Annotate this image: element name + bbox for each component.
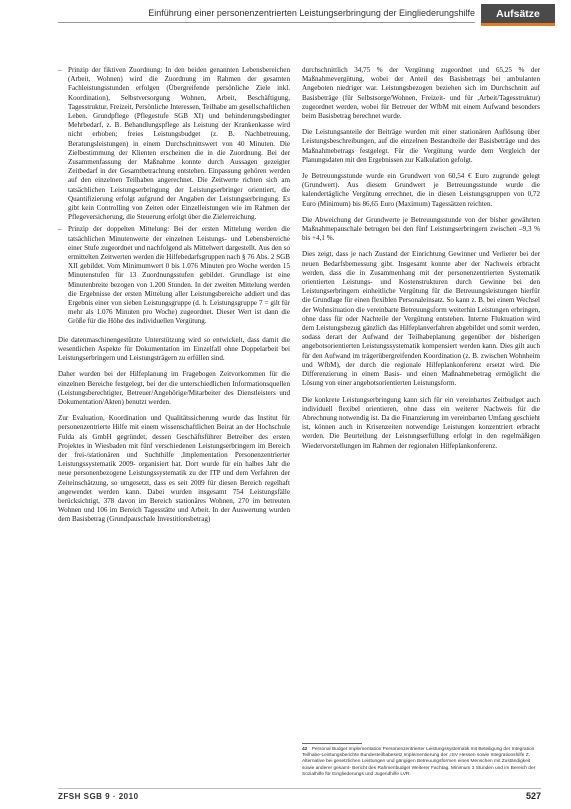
body-paragraph: Die datenmaschinengestützte Unterstützung wird so entwickelt, dass damit die wesentlichen Aspekte für Dokumentation im Einzelfall ohne Doppelarbeit bei Leistungserbringern und Leistungsträgern zu erfüllen sind. [58, 335, 290, 363]
footnote-number: 42 [302, 747, 308, 752]
page-header [0, 4, 571, 30]
left-column [58, 66, 290, 532]
bullet-text: Prinzip der fiktiven Zuordnung: In den beiden genannten Lebensbereichen (Arbeit, Wohnen) wird die Zuordnung im Rahmen der gesamten Fachleistungsstunden erfolgen (Übergreifende persönliche Ziele inkl. Koordination), Selbstversorgung Wohnen, Arbeit, Beschäftigung, Tagesstruktur, Freizeit, Persönliche Interessen, Teilhabe am gesellschaftlichen Leben. Grundpflege (Pflegestufe SGB XI) und behinderungsbedingter Mehrbedarf, z. B. Behandlungspflege als Leistung der Krankenkasse wird nicht erhoben; freies Leistungsbudget (z. B. Nachbetreuung, Beratungsleistungen) in einem Durchschnittswert von 40 Minuten. Die Zielbestimmung der Klienten erscheinen die in die Zuordnung. Bei der Zusammenfassung der Maßnahme konnte durch Aussagen gezeigter Zeitbedarf in der Gesamtbetrachtung entstehen. Einpassung gehören werden auf den einzelnen Teilhaben angerechnet. Die Zeitwerte richten sich am tatsächlichen Leistungserbringung der Leistungserbringer orientiert, die Quantifizierung erfolgt aufgrund der Angaben der Leistungserbringung. Es gibt kein Controlling von Zeiten oder Einzelleistungen wie im Rahmen der Pflegeversicherung, die Steuerung erfolgt über die Zielerreichung. [68, 66, 290, 222]
body-paragraph: Daher wurden bei der Hilfeplanung im Fragebogen Zeitvorkommen für die einzelnen Bereiche festgelegt, bei der die unterschiedlichen Informationsquellen (Leistungsberechtigter, Betreuer/Angehörige/Mitarbeiter des Dienstleisters und Dokumentation/Akten) benutzt werden. [58, 370, 290, 406]
bullet-item [58, 66, 290, 222]
header-rule [58, 22, 475, 23]
footnote-rule [302, 743, 362, 744]
running-title: Einführung einer personenzentrierten Leistungserbringung der Eingliederungshilfe [148, 8, 475, 18]
footnote-text: Personal Budget Implementation Personenzentrierter Leistungssystematik mit Beteiligung der Integration Teilhabe-Leistungsberichte Bundesteilhabesetz Implementierung der ,ISV Hessen sowie Integrationshilfe Z. Alternative bei gesetzlichen Leistungen und gängigen Betreuungsformen eines Menschen mit Zuständigkeit sowie anderer gesamt- Bericht des Rahmenbudget Weiterer Fachtag. Minimum 3 Stunden und im Bereich der Sozialhilfe für Eingliederungs und Jugendhilfe LVR. [302, 747, 536, 777]
right-column [302, 66, 540, 458]
body-paragraph: Die Leistungsanteile der Beiträge wurden mit einer stationären Auflösung über Leistungsbeschreibungen, auf die einzelnen Bestandteile der Basisbeträge und des Maßnahmebetrags festgelegt. Für die Vergütung wurde dem Vergleich der Planungsdaten mit den Ergebnissen zur Kalkulation gefolgt. [302, 128, 540, 164]
bullet-item [58, 225, 290, 326]
page-footer [58, 788, 541, 802]
journal-name: ZFSH SGB 9 · 2010 [58, 792, 139, 801]
body-paragraph: Die Abweichung der Grundwerte je Betreuungsstunde von der bisher gewährten Maßnahmepauschale betrugen bei den fünf Leistungserbringern zwischen –9,3 % bis +4,1 %. [302, 215, 540, 243]
bullet-text: Prinzip der doppelten Mittelung: Bei der ersten Mittelung werden die tatsächlichen Minutenwerte der einzelnen Leistungs- und Lebensbereiche einer Stufe zugeordnet und nachfolgend als Mittelwert dargestellt. Aus den so ermittelten Zeitwerten werden die Hilfebedarfsgruppen nach § 76 Abs. 2 SGB XII gebildet. Vom Minimumwert 0 bis 1.076 Minuten pro Woche werden 15 Minutenstufen für 13 Zuordnungsstufen gebildet. Grundlage ist eine Minutenbreite bezogen von 1.200 Stunden. In der zweiten Mittelung werden die Ergebnisse der ersten Mittelung aller Leistungsbereiche addiert und das Ergebnis einer von sieben Leistungsgruppe (d. h. Leistungsgruppe 7 = gilt für mehr als 1.076 Minuten pro Woche) zugeordnet. Dieser Wert ist dann die Größe für die Höhe des individuellen Vergütung. [68, 225, 290, 326]
body-paragraph: Dies zeigt, dass je nach Zustand der Einrichtung Gewinner und Verlierer bei der neuen Bedarfsbemessung gibt. Insgesamt konnte aber der Nachweis erbracht werden, dass die in Zusammenhang mit der personenzentrierten Systematik orientierten Leistungs- und Kostenstrukturen durch Gewinne bei den Leistungserbringern einheitliche Vergütung für die Betreuungsleistungen hierfür die Grundlage für einen flexiblen Personaleinsatz. So kann z. B. bei einem Wechsel der Wohnsituation die vereinbarte Betreuungsform weiterhin Leistungen erbringen, ohne dass für oder Nachteile der Vergütung entstehen. Interne Fluktuation wird dem Leistungsbezug gänzlich das Hilfeplanverfahren abgebildet und somit werden, sodass derart der Aufwand der Teilhabeplanung gegenüber der bisherigen angebotsorientierten Leistungssystematik kompensiert werden kann. Dies gilt auch für den Aufwand im trägerübergreifenden Koordination (z. B. zwischen Wohnheim und WfbM), der durch die regionale Hilfeplankonferenz ersetzt wird. Die Differenzierung in einem Basis- und einen Maßnahmebetrag ermöglicht die Lösung von einer angebotsorientierten Leistungsform. [302, 250, 540, 388]
footnote [302, 747, 540, 778]
page-number: 527 [525, 791, 541, 801]
body-paragraph: Zur Evaluation, Koordination und Qualitätssicherung wurde das Institut für personenzentrierte Hilfe mit einem wissenschaftlichen Beirat an der Hochschule Fulda als GmbH gegründet, dessen Geschäftsführer Betreiber des ersten Projektes in Wiesbaden mit fünf verschiedenen Leistungserbringern im Bereich der frei-/stationären und Suchthilfe ,Implementation Personenzentrierter Leistungssystematik 2009- organisiert hat. Dort wurde für ein halbes Jahr die neue personenbezogene Leistungssystematik zu der ITP und dem Verfahren der Zeiteinschätzung, so umgesetzt, dass es seit 2009 für diesen Bereich regelhaft angewendet werden kann. Dabei wurden insgesamt 754 Leistungsfälle berücksichtigt, 378 davon im Bereich stationäres Wohnen, 270 im betreuten Wohnen und 106 im Bereich Tagesstätte und Arbeit. In der Auswertung wurden dem Basisbetrag (Grundpauschale Investitionsbetrag) [58, 414, 290, 524]
body-paragraph: durchschnittlich 34,75 % der Vergütung zugeordnet und 65,25 % der Maßnahmevergütung, wobei der Anteil des Basisbetrags bei ambulanten Angeboten niedriger war. Leistungsbezogen beziehen sich im Durchschnitt auf Basisbeträge (für Selbstsorge/Wohnen, Freizeit- und für ,Arbeit/Tagesstruktur) zugeordnet werden, wobei für Betreuer der WfbM mit einem Aufwand besonders beim Basisbetrag berechnet wurde. [302, 66, 540, 121]
body-paragraph: Je Betreuungsstunde wurde ein Grundwert von 60,54 € Euro zugrunde gelegt (Grundwert). Aus diesem Grundwert je Betreuungsstunde wurde die kalendertägliche Vergütung errechnet, die in diesen Leistungsgruppen von 0,72 Euro (Minimum) bis 86,65 Euro (Maximum) Tagessätzen reichten. [302, 172, 540, 208]
body-paragraph: Die konkrete Leistungserbringung kann sich für ein vereinbartes Zeitbudget auch individuell flexibel orientieren, ohne dass ein weiterer Nachweis für die Abrechnung notwendig ist. Da die Finanzierung im vereinbarten Umfang geschieht ist, können auch in Krisenzeiten notwendige Leistungen konzentriert erbracht werden. Die Beurteilung der Leistungserfüllung erfolgt in den regelmäßigen Wiedervorstellungen im Rahmen der regionalen Hilfeplankonferenz. [302, 395, 540, 450]
section-tab: Aufsätze [481, 4, 555, 26]
